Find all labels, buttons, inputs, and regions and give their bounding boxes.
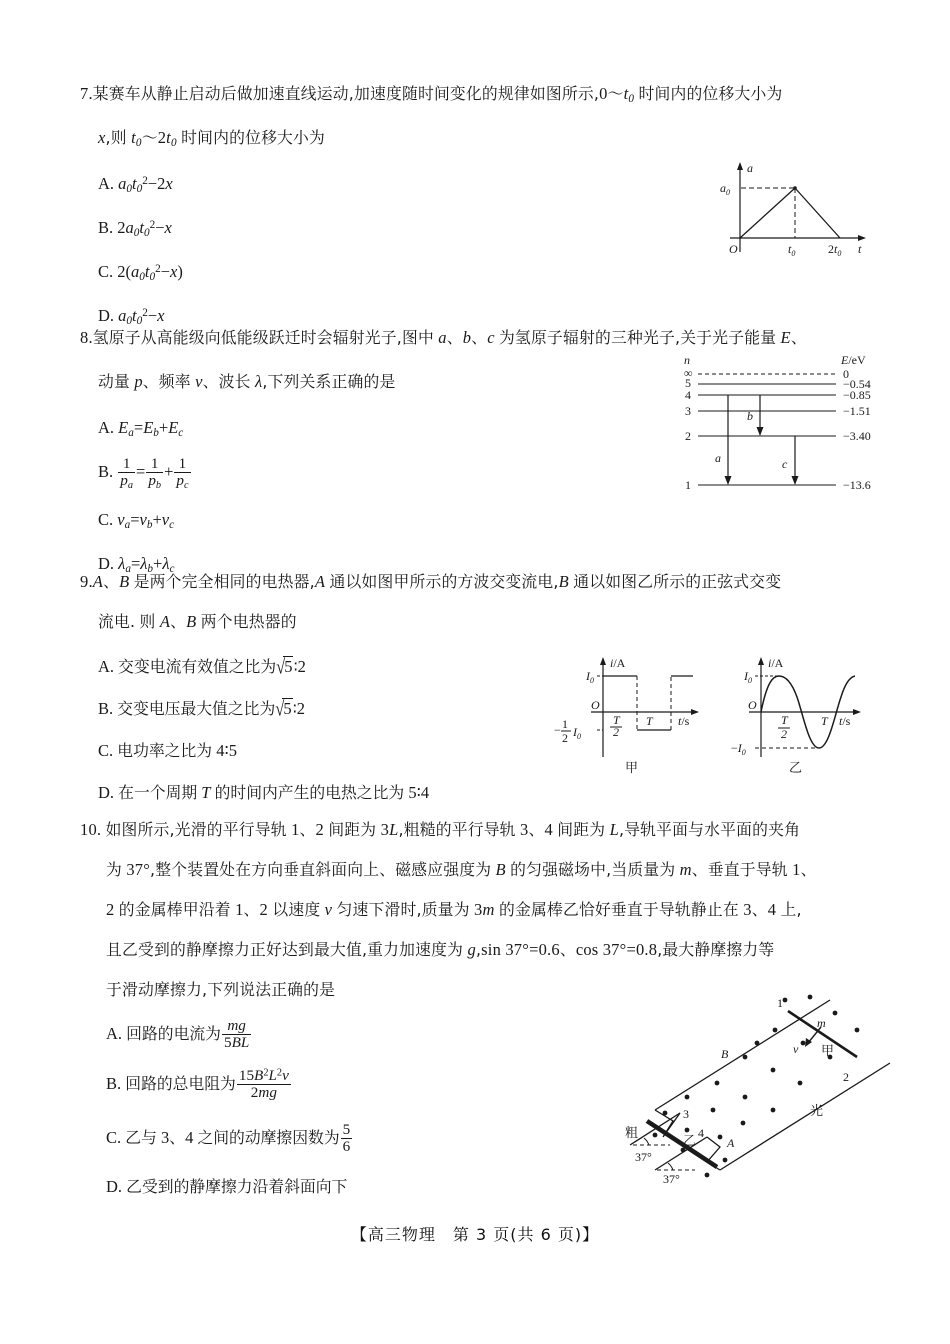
point-label-B: B (721, 1047, 729, 1061)
angle-arc-lower (668, 1163, 673, 1170)
transition-c-arrow (792, 476, 799, 485)
level-energy-1: −13.6 (843, 478, 871, 492)
mass-label-m: m (817, 1016, 826, 1030)
question-8-option-D: D. $\lambda_a=\lambda_b+\lambda_c$ (98, 554, 175, 576)
question-8-option-C: C. $\nu_a=\nu_b+\nu_c$ (98, 510, 175, 532)
tick-label-2t0: $2t_0$ (828, 242, 842, 258)
question-10-stem-line-5: 于滑动摩擦力,下列说法正确的是 (106, 980, 336, 999)
rail-label-2: 2 (843, 1070, 849, 1084)
question-10-option-A: A. 回路的电流为 $\frac{mg}{5BL}$ (106, 1017, 250, 1052)
axis-label-i-A: i/A (610, 656, 626, 670)
level-n-1: 1 (685, 478, 691, 492)
axis-label-t: t (858, 242, 862, 256)
tick-label-T-over-2: T 2 (613, 713, 620, 739)
question-10-stem-line-4: 且乙受到的静摩擦力正好达到最大值,重力加速度为 g,sin 37°=0.6、cos 37°=0.8,最大静摩擦力等 (106, 940, 775, 959)
rail-label-1: 1 (777, 996, 783, 1010)
question-7-option-B: B. $2a_0t_0^2-x$ (98, 218, 172, 240)
tick-label-neg-I0: $-I_0$ (731, 741, 746, 757)
rail-label-4: 4 (698, 1126, 704, 1140)
transition-a-arrow (725, 476, 732, 485)
page-footer: 【高三物理 第 3 页(共 6 页)】 (350, 1225, 600, 1244)
sine-wave-current-graph (723, 652, 895, 777)
question-10-stem-line-2: 为 37°,整个装置处在方向垂直斜面向上、磁感应强度为 B 的匀强磁场中,当质量为 m、垂直于导轨 1、 (106, 860, 817, 879)
inclined-rails-magnetic-field-diagram (625, 985, 900, 1185)
question-9-option-B: B. 交变电压最大值之比为√5∶2 (98, 696, 305, 721)
figure-caption-jia: 甲 (625, 761, 639, 776)
question-10-stem-line-1: 10. 如图所示,光滑的平行导轨 1、2 间距为 3L,粗糙的平行导轨 3、4 间距为 L,导轨平面与水平面的夹角 (80, 820, 801, 839)
tick-fraction-numerator: 1 (562, 717, 568, 731)
angle-label-lower-37: 37° (663, 1172, 680, 1186)
level-n-3: 3 (685, 404, 691, 418)
transition-label-a: a (715, 451, 721, 465)
origin-label-O: O (748, 698, 757, 712)
question-7-option-A: A. $a_0t_0^2-2x$ (98, 174, 173, 196)
bar-label-jia: 甲 (821, 1044, 835, 1059)
tick-label-a0: $a_0$ (720, 181, 730, 197)
bar-label-yi: 乙 (683, 1134, 697, 1149)
tick-label-I0-low: $I_0$ (573, 725, 581, 741)
velocity-label-v: v (793, 1042, 799, 1056)
question-9-option-D: D. 在一个周期 T 的时间内产生的电热之比为 5∶4 (98, 783, 430, 802)
question-7-option-C: C. $2(a_0t_0^2-x)$ (98, 262, 183, 284)
question-10-stem-line-3: 2 的金属棒甲沿着 1、2 以速度 v 匀速下滑时,质量为 3m 的金属棒乙恰好垂直于导轨静止在 3、4 上, (106, 900, 802, 919)
origin-label-O: O (729, 242, 738, 256)
question-10-option-C: C. 乙与 3、4 之间的动摩擦因数为 $\frac{5}{6}$ (106, 1121, 351, 1156)
rail-1 (655, 1000, 830, 1110)
level-n-2: 2 (685, 429, 691, 443)
level-n-4: 4 (685, 388, 691, 402)
question-9-stem-line-2: 流电. 则 A、B 两个电热器的 (98, 612, 297, 631)
tick-label-neg-half-I0: − (554, 723, 561, 737)
magnetic-field-dots (653, 995, 860, 1178)
figure-caption-yi: 乙 (789, 761, 803, 776)
level-energy-4: −0.85 (843, 388, 871, 402)
tick-fraction-denominator: 2 (562, 731, 568, 745)
rail-2 (720, 1063, 890, 1170)
level-energy-inf: 0 (843, 367, 849, 381)
question-7-stem-line-2: x,则 $t_0\sim 2t_0$ 时间内的位移大小为 (98, 128, 326, 150)
level-energy-3: −1.51 (843, 404, 871, 418)
acceleration-time-graph (700, 160, 885, 260)
angle-arc-upper (644, 1138, 649, 1145)
metal-bar-yi (647, 1121, 717, 1167)
axis-label-a: a (747, 161, 753, 175)
origin-label-O: O (591, 698, 600, 712)
level-n-5: 5 (685, 376, 691, 390)
question-9-stem-line-1: 9.A、B 是两个完全相同的电热器,A 通以如图甲所示的方波交变流电,B 通以如图乙所示的正弦式交变 (80, 572, 782, 591)
transition-b-arrow (757, 427, 764, 436)
tick-label-I0: $I_0$ (586, 669, 594, 685)
smooth-label: 光 (810, 1104, 824, 1119)
axis-label-i-A: i/A (768, 656, 784, 670)
question-7-stem-line-1: 7.某赛车从静止启动后做加速直线运动,加速度随时间变化的规律如图所示$,0\sim t_0$ 时间内的位移大小为 (80, 84, 783, 106)
question-9-option-A: A. 交变电流有效值之比为√5∶2 (98, 654, 306, 679)
square-wave-current-graph (553, 652, 725, 777)
question-8-stem-line-2: 动量 p、频率 ν、波长 λ,下列关系正确的是 (98, 372, 396, 391)
question-10-option-B: B. 回路的总电阻为 $\frac{15B^2L^2v}{2mg}$ (106, 1067, 289, 1102)
tick-label-T: T (646, 714, 653, 728)
tick-label-T: T (821, 714, 828, 728)
question-8-option-B: B. $\frac{1}{p_a}$ = $\frac{1}{p_b}$ + $\frac{1}{p_c}$ (98, 455, 189, 491)
level-header-E: E/eV (841, 353, 866, 367)
question-7-option-D: D. $a_0t_0^2-x$ (98, 306, 165, 328)
hydrogen-energy-level-diagram (678, 350, 893, 505)
angle-label-upper-37: 37° (635, 1150, 652, 1164)
question-10-option-D: D. 乙受到的静摩擦力沿着斜面向下 (106, 1177, 348, 1196)
axis-label-t-s: t/s (678, 714, 690, 728)
level-header-n: n (684, 353, 690, 367)
point-label-A: A (727, 1136, 735, 1150)
tick-label-I0: $I_0$ (744, 669, 752, 685)
level-energy-5: −0.54 (843, 377, 871, 391)
tick-label-t0: $t_0$ (788, 242, 796, 258)
question-8-option-A: A. $E_a=E_b+E_c$ (98, 418, 184, 440)
level-energy-2: −3.40 (843, 429, 871, 443)
transition-label-b: b (747, 409, 753, 423)
question-8-stem-line-1: 8.氢原子从高能级向低能级跃迁时会辐射光子,图中 a、b、c 为氢原子辐射的三种光子,关于光子能量 E、 (80, 328, 807, 347)
level-n-inf: ∞ (684, 366, 693, 380)
rough-label: 粗 (625, 1126, 639, 1141)
tick-label-T-over-2: T 2 (781, 713, 788, 741)
transition-label-c: c (782, 457, 788, 471)
axis-label-t-s: t/s (839, 714, 851, 728)
rail-label-3: 3 (683, 1107, 689, 1121)
question-9-option-C: C. 电功率之比为 4∶5 (98, 741, 237, 760)
